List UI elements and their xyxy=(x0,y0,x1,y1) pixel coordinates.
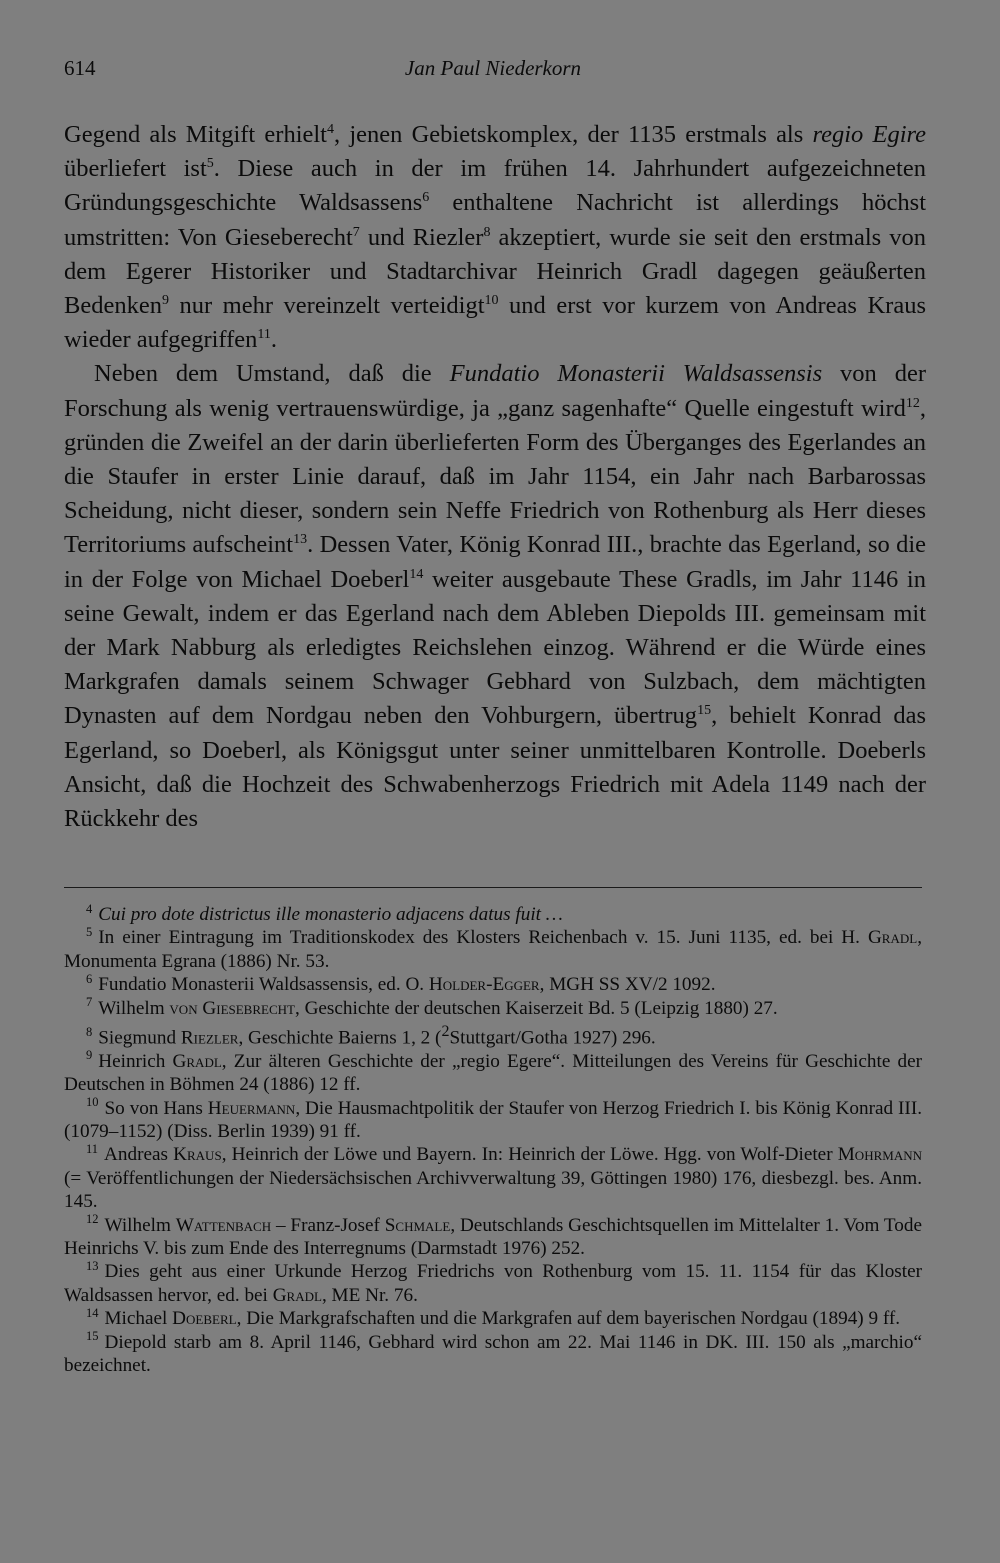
footnote-12: $^{12}$ Wilhelm Wattenbach – Franz-Josef Schmale, Deutschlands Geschichtsquellen im Mittelalter 1. Vom Tode Heinrichs V. bis zum Ende des Interregnums (Darmstadt 1976) 252. xyxy=(64,1212,922,1260)
footnote-14: $^{14}$ Michael Doeberl, Die Markgrafschaften und die Markgrafen auf dem bayerischen Nordgau (1894) 9 ff. xyxy=(86,1305,901,1330)
footnote-number: 5 xyxy=(86,925,93,940)
footnote-ref: 6 xyxy=(422,190,430,206)
footnote-number: 11 xyxy=(86,1142,99,1157)
footnote-number: 4 xyxy=(86,901,93,916)
footnote-10: $^{10}$ So von Hans Heuermann, Die Hausmachtpolitik der Staufer von Herzog Friedrich I. bis König Konrad III. (1079–1152) (Diss. Berlin 1939) 91 ff. xyxy=(64,1095,923,1143)
footnote-9: $^9$ Heinrich Gradl, Zur älteren Geschichte der „regio Egere“. Mitteilungen des Vereins für Geschichte der Deutschen in Böhmen 24 (1886) 12 ff. xyxy=(64,1048,922,1096)
emphasis: Fundatio Monasterii Waldsassensis xyxy=(449,360,823,388)
footnote-ref: 11 xyxy=(257,327,271,343)
main-text xyxy=(64,118,926,836)
footnote-number: 15 xyxy=(86,1329,99,1344)
footnote-ref: 15 xyxy=(697,703,712,719)
footnote-number: 8 xyxy=(86,1025,93,1040)
page-number: 614 xyxy=(64,56,96,80)
footnote-ref: 9 xyxy=(161,292,169,308)
footnote-number: 6 xyxy=(86,971,93,986)
footnote-separator xyxy=(64,887,922,888)
footnote-ref: 13 xyxy=(293,532,308,548)
footnote-8: $^8$ Siegmund Riezler, Geschichte Baierns 1, 2 ($^2$Stuttgart/Gotha 1927) 296. xyxy=(86,1023,656,1049)
footnote-15: $^{15}$ Diepold starb am 8. April 1146, Gebhard wird schon am 22. Mai 1146 in DK. III. 150 als „marchio“ bezeichnet. xyxy=(64,1329,922,1377)
footnote-number: 7 xyxy=(86,995,93,1010)
paragraph-2: Neben dem Umstand, daß die Fundatio Monasterii Waldsassensis von der Forschung als wenig vertrauenswürdige, ja „ganz sagenhafte“ Quelle eingestuft wird$^{12}$, gründen die Zweifel an der darin überlieferten Form des Überganges des Egerlandes an die Staufer in erster Linie darauf, daß im Jahr 1154, ein Jahr nach Barbarossas Scheidung, nicht dieser, sondern sein Neffe Friedrich von Rothenburg als Herr dieses Territoriums aufscheint$^{13}$. Dessen Vater, König Konrad III., brachte das Egerland, so die in der Folge von Michael Doeberl$^{14}$ weiter ausgebaute These Gradls, im Jahr 1146 in seine Gewalt, indem er das Egerland nach dem Ableben Diepolds III. gemeinsam mit der Mark Nabburg als erledigtes Reichslehen einzog. Während er die Würde eines Markgrafen damals seinem Schwager Gebhard von Sulzbach, dem mächtigten Dynasten auf dem Nordgau neben den Vohburgern, übertrug$^{15}$, behielt Konrad das Egerland, so Doeberl, als Königsgut unter seiner unmittelbaren Kontrolle. Doeberls Ansicht, daß die Hochzeit des Schwabenherzogs Friedrich mit Adela 1149 nach der Rückkehr des xyxy=(64,360,927,833)
footnote-ref: 8 xyxy=(483,224,491,240)
footnote-ref: 14 xyxy=(409,566,424,582)
footnote-5: $^5$ In einer Eintragung im Traditionskodex des Klosters Reichenbach v. 15. Juni 1135, ed. bei H. Gradl, Monumenta Egrana (1886) Nr. 53. xyxy=(64,925,922,972)
footnote-ref: 5 xyxy=(206,156,214,172)
footnote-ref: 10 xyxy=(484,292,499,308)
footnote-number: 14 xyxy=(86,1305,99,1320)
emphasis: regio Egire xyxy=(812,121,927,148)
footnote-number: 10 xyxy=(86,1095,99,1110)
running-head: Jan Paul Niederkorn xyxy=(404,56,582,80)
footnote-13: $^{13}$ Dies geht aus einer Urkunde Herzog Friedrichs von Rothenburg vom 15. 11. 1154 für das Kloster Waldsassen hervor, ed. bei Gradl, ME Nr. 76. xyxy=(64,1259,922,1306)
footnote-number: 12 xyxy=(86,1212,99,1227)
footnote-number: 13 xyxy=(86,1259,99,1274)
page-header xyxy=(64,56,922,86)
footnote-number: 9 xyxy=(86,1048,93,1063)
footnote-11: $^{11}$ Andreas Kraus, Heinrich der Löwe und Bayern. In: Heinrich der Löwe. Hgg. von Wolf-Dieter Mohrmann (= Veröffentlichungen der Niedersächsischen Archivverwaltung 39, Göttingen 1980) 176, diesbezgl. bes. Anm. 145. xyxy=(64,1142,922,1213)
footnote-6: $^6$ Fundatio Monasterii Waldsassensis, ed. O. Holder-Egger, MGH SS XV/2 1092. xyxy=(86,971,716,996)
footnote-4: $^4$ Cui pro dote districtus ille monasterio adjacens datus fuit … xyxy=(86,901,563,925)
footnote-ref: 12 xyxy=(905,395,920,411)
footnote-ref: 7 xyxy=(352,224,360,240)
footnote-ref: 4 xyxy=(327,121,334,137)
paragraph-1: Gegend als Mitgift erhielt$^4$, jenen Gebietskomplex, der 1135 erstmals als regio Egire überliefert ist$^5$. Diese auch in der im frühen 14. Jahrhundert aufgezeichneten Gründungsgeschichte Waldsassens$^6$ enthaltene Nachricht ist allerdings höchst umstritten: Von Gieseberecht$^7$ und Riezler$^8$ akzeptiert, wurde sie seit den erstmals von dem Egerer Historiker und Stadtarchivar Heinrich Gradl dagegen geäußerten Bedenken$^9$ nur mehr vereinzelt verteidigt$^{10}$ und erst vor kurzem von Andreas Kraus wieder aufgegriffen$^{11}$. xyxy=(64,121,927,354)
footnote-7: $^7$ Wilhelm von Giesebrecht, Geschichte der deutschen Kaiserzeit Bd. 5 (Leipzig 1880) 27. xyxy=(86,995,778,1019)
footnotes xyxy=(64,903,922,1378)
